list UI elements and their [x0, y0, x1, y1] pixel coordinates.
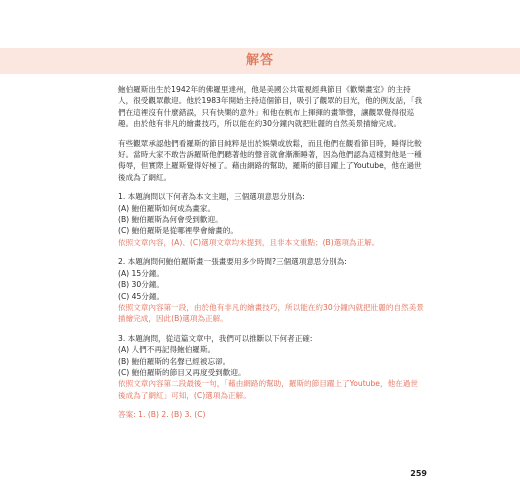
option-a: (A) 鮑伯羅斯如何成為畫家。 — [118, 203, 216, 213]
question-stem: 2. 本題詢問何鮑伯羅斯畫一張畫要用多少時間?三個選項意思分別為: — [118, 257, 347, 267]
explanation: 依照文章內容第二段最後一句，「藉由網路的幫助，羅斯的節目躍上了Youtube，他在過世後成為了網紅」可知，(C)選項為正解。 — [118, 379, 418, 400]
explanation: 依照文章內容，(A)、(C)選項文章均未提到，且非本文重點；(B)選項為正解。 — [118, 237, 380, 247]
passage-paragraph-1: 鮑伯羅斯出生於1942年的佛羅里達州，他是美國公共電視經典節目《歡樂畫室》的主持人，很受觀眾歡迎。他於1983年開始主持這個節目，吸引了觀眾的目光，他的例友話，「我們在這裡沒有什麼錯誤，只有快樂的意外」和他在帆布上揮揮的畫筆聲，讓觀眾覺得很巡趣。由於他有非凡的繪畫技巧，所以能在約30分鐘內就把壯麗的自然美景描繪完成。 — [118, 85, 423, 129]
option-c: (C) 45分鐘。 — [118, 291, 165, 301]
question-3 — [118, 333, 424, 401]
question-stem: 1. 本題詢問以下何者為本文主題，三個選項意思分別為: — [118, 192, 305, 202]
page-number: 259 — [410, 469, 427, 478]
page-title: 解答 — [245, 53, 274, 68]
option-c: (C) 鮑伯羅斯的節目又再度受到歡迎。 — [118, 367, 246, 377]
option-b: (B) 鮑伯羅斯的名聲已經被忘卻。 — [118, 356, 231, 366]
option-a: (A) 15分鐘。 — [118, 268, 164, 278]
option-b: (B) 30分鐘。 — [118, 280, 164, 290]
question-1 — [118, 191, 424, 248]
question-2 — [118, 256, 424, 324]
question-stem: 3. 本題詢問，從這篇文章中，我們可以推斷以下何者正確: — [118, 333, 313, 343]
answer-key: 答案: 1. (B) 2. (B) 3. (C) — [118, 410, 206, 420]
option-b: (B) 鮑伯羅斯為何會受到歡迎。 — [118, 215, 223, 225]
option-c: (C) 鮑伯羅斯是從哪裡學會繪畫的。 — [118, 226, 238, 236]
explanation: 依照文章內容第一段，由於他有非凡的繪畫技巧，所以能在約30分鐘內就把壯麗的自然美景描繪完成，因此(B)選項為正解。 — [118, 302, 424, 324]
option-a: (A) 人們不再記得鮑伯羅斯。 — [118, 345, 216, 355]
passage-paragraph-2: 有些觀眾承認他們看羅斯的節目純粹是出於娛樂或放鬆，而且他們在觀看節目時，睡得比較好。當時大家不敢告訴羅斯他們聽著他的聲音就會漸漸睡著，因為他們認為這樣對他是一種侮辱，但實際上羅斯覺得好極了。藉由網路的幫助，羅斯的節目躍上了Youtube，他在過世後成為了網紅。 — [118, 138, 422, 182]
answer-content — [118, 84, 424, 421]
